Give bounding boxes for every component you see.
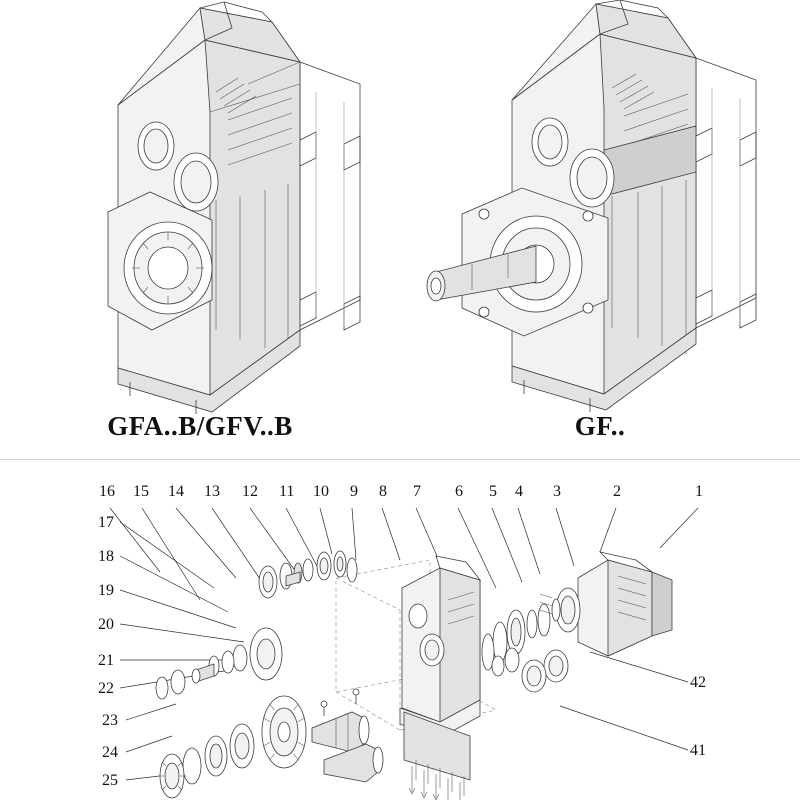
exploded-view: [0, 460, 800, 800]
gfa-gfv-drawing: [0, 0, 400, 420]
figure-gf: [400, 0, 800, 460]
callout-22: 22: [98, 680, 114, 697]
callout-12: 12: [242, 483, 258, 500]
gf-drawing: [400, 0, 800, 420]
callout-1: 1: [695, 483, 703, 500]
callout-21: 21: [98, 652, 114, 669]
callout-18: 18: [98, 548, 114, 565]
callout-20: 20: [98, 616, 114, 633]
callout-19: 19: [98, 582, 114, 599]
figure-gf-caption: GF..: [574, 411, 626, 441]
callout-2: 2: [613, 483, 621, 500]
callout-42: 42: [690, 674, 706, 691]
figure-gfa-gfv: [0, 0, 400, 460]
callout-16: 16: [99, 483, 115, 500]
callout-17: 17: [98, 514, 114, 531]
callout-25: 25: [102, 772, 118, 789]
exploded-drawing: [0, 460, 800, 800]
callout-24: 24: [102, 744, 118, 761]
callout-14: 14: [168, 483, 184, 500]
callout-7: 7: [413, 483, 421, 500]
callout-6: 6: [455, 483, 463, 500]
callout-41: 41: [690, 742, 706, 759]
figure-gfa-gfv-caption: GFA..B/GFV..B: [107, 411, 293, 441]
callout-10: 10: [313, 483, 329, 500]
callout-9: 9: [350, 483, 358, 500]
callout-4: 4: [515, 483, 523, 500]
callout-13: 13: [204, 483, 220, 500]
callout-23: 23: [102, 712, 118, 729]
callout-3: 3: [553, 483, 561, 500]
callout-15: 15: [133, 483, 149, 500]
callout-5: 5: [489, 483, 497, 500]
callout-8: 8: [379, 483, 387, 500]
callout-11: 11: [279, 483, 295, 500]
